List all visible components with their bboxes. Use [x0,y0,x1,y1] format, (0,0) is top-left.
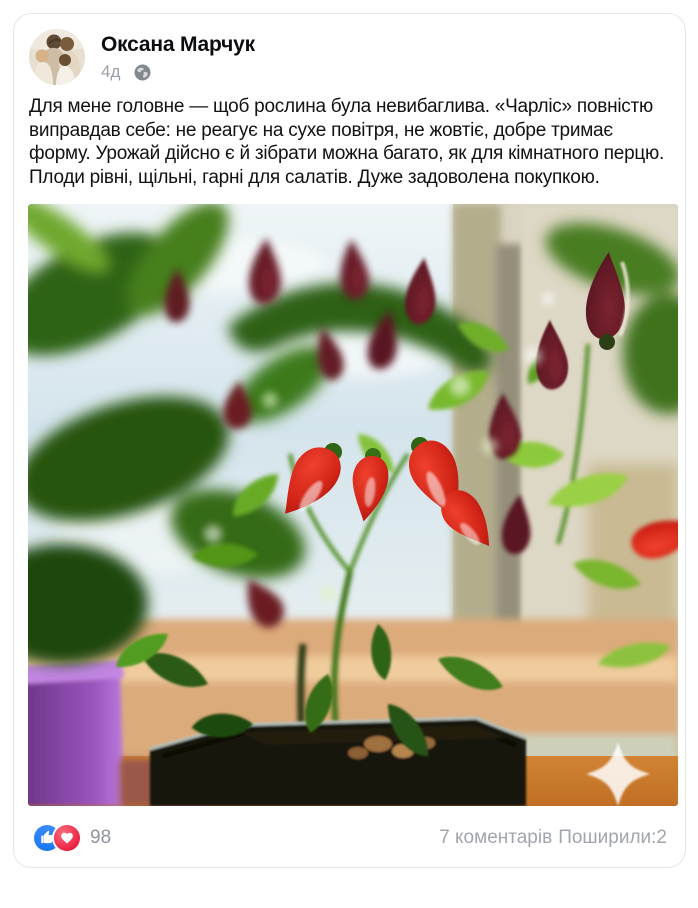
meta-row [101,62,255,82]
reactions-summary [34,825,111,851]
avatar-family-photo [29,29,85,85]
post-card [13,13,686,868]
shares-count[interactable]: Поширили:2 [558,826,667,848]
post-text: Для мене головне — щоб рослина була невибаглива. «Чарліс» повністю виправдав себе: не реагує на сухе повітря, не жовтіє, добре тримає форму. Урожай дійсно є й зібрати можна багато, як для кімнатного перцю. Плоди рівні, щільні, гарні для салатів. Дуже задоволена покупкою. [29,96,665,189]
footer-meta [439,827,667,849]
globe-icon [134,64,151,81]
post-footer [28,825,671,851]
timestamp[interactable]: 4д [101,62,121,82]
heart-glyph [60,831,74,845]
thumbs-up-glyph [40,830,55,845]
header-text [101,29,255,82]
avatar[interactable] [29,29,85,85]
photo-illustration [28,204,678,806]
post-photo[interactable] [28,204,678,806]
reaction-count[interactable]: 98 [90,826,112,848]
author-name[interactable]: Оксана Марчук [101,33,255,56]
comments-count[interactable]: 7 коментарів [439,826,553,848]
love-icon[interactable] [54,825,80,851]
post-header [28,29,671,85]
